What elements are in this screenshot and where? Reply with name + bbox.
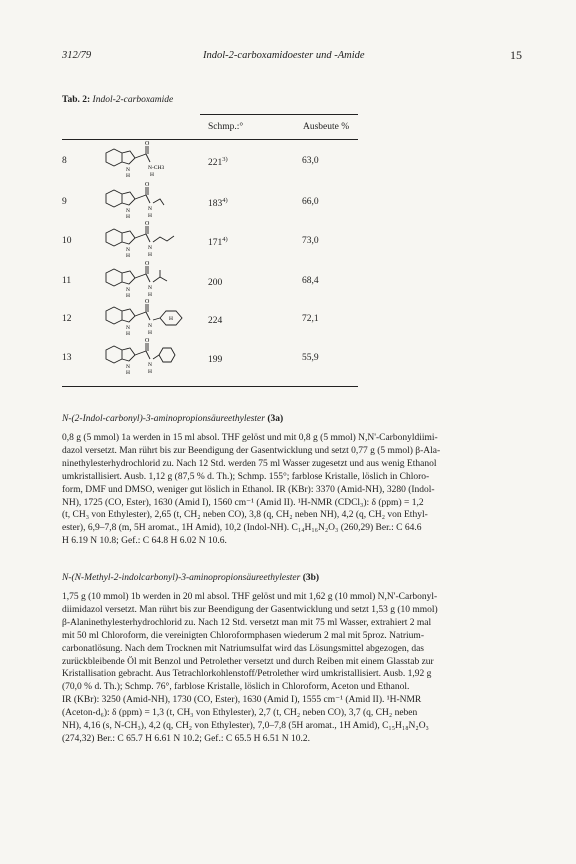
amide-hydrogen-label: H xyxy=(148,330,152,336)
oxygen-label: O xyxy=(145,182,150,188)
amide-nitrogen-label: N xyxy=(148,323,152,329)
oxygen-label: O xyxy=(145,338,150,344)
oxygen-label: O xyxy=(145,221,150,227)
structure-8 xyxy=(92,140,202,182)
structure-10 xyxy=(92,220,202,262)
text-line: umkristallisiert. Ausb. 1,12 g (87,5 % d. Th.); Schmp. 155°; farblose Kristalle, löslich in Chloro- xyxy=(62,471,430,482)
table-title: Indol-2-carboxamide xyxy=(92,95,174,105)
melting-point: 224 xyxy=(208,316,223,326)
text-line: IR (KBr): 3250 (Amid-NH), 1730 (CO, Ester), 1630 (Amid I), 1555 cm⁻¹ (Amid II). ¹H-NMR xyxy=(62,695,422,706)
text-line: 1,75 g (10 mmol) 1b werden in 20 ml absol. THF gelöst und mit 1,62 g (10 mmol) N,N'-Carbonyl- xyxy=(62,592,438,602)
structure-12 xyxy=(92,298,202,340)
table-bottom-rule xyxy=(62,386,358,387)
compound-number: 13 xyxy=(62,353,72,363)
journal-reference: 312/79 xyxy=(62,50,92,61)
compound-number: 10 xyxy=(62,236,72,246)
oxygen-label: O xyxy=(145,261,150,267)
amide-hydrogen-label: H xyxy=(148,369,152,375)
paragraph-3a xyxy=(62,432,518,548)
amide-nitrogen-label: N xyxy=(148,362,152,368)
text-line: diimidazol versetzt. Man rührt bis zur Beendigung der Gasentwicklung und setzt 1,53 g (10 mmol) xyxy=(62,604,438,615)
yield-value: 68,4 xyxy=(302,276,319,286)
yield-value: 63,0 xyxy=(302,156,319,166)
nitrogen-label: N xyxy=(126,325,130,331)
paragraph-3b xyxy=(62,591,518,746)
text-line: NH), 4,16 (s, N-CH₃), 4,2 (q, CH₂ von Ethylester), 7,0–7,8 (5H aromat., 1H Amid), C₁₅H₁₈N₂O₃ xyxy=(62,721,429,732)
hydrogen-label: H xyxy=(126,370,130,376)
text-line: (70,0 % d. Th.); Schmp. 76°, farblose Kristalle, löslich in Chloroform, Aceton und Ethanol. xyxy=(62,682,410,693)
melting-point: 221$^{3)}$ xyxy=(208,156,228,168)
hydrogen-label: H xyxy=(126,253,130,259)
nitrogen-label: N xyxy=(126,167,130,173)
amide-hydrogen-label: H xyxy=(148,292,152,298)
section-title-3a: N-(2-Indol-carbonyl)-3-aminopropionsäureethylester (3a) xyxy=(62,414,284,424)
structure-13 xyxy=(92,337,202,379)
text-line: zurückbleibende Öl mit Benzol und Petrolether versetzt und durch Reiben mit einem Glasstab zur xyxy=(62,656,434,667)
yield-value: 66,0 xyxy=(302,197,319,207)
amide-hydrogen-label: H xyxy=(148,252,152,258)
compound-number: 9 xyxy=(62,197,67,207)
nitrogen-label: N xyxy=(126,247,130,253)
hydrogen-label: H xyxy=(126,331,130,337)
amide-nitrogen-label: N xyxy=(148,206,152,212)
column-header-yield: Ausbeute % xyxy=(303,122,350,132)
nitrogen-label: N xyxy=(126,208,130,214)
oxygen-label: O xyxy=(145,141,150,147)
text-line: (274,32) Ber.: C 65.7 H 6.61 N 10.2; Gef.: C 65.5 H 6.51 N 10.2. xyxy=(62,733,311,744)
melting-point: 200 xyxy=(208,278,223,288)
text-line: β-Alaninethylesterhydrochlorid zu. Nach 12 Std. versetzt man mit 75 ml Wasser, extrahiert 2 mal xyxy=(62,617,432,628)
amide-hydrogen-label: H xyxy=(150,172,154,178)
melting-point: 183$^{4)}$ xyxy=(208,197,228,209)
structure-11 xyxy=(92,260,202,302)
text-line: ester), 6,9–7,8 (m, 5H aromat., 1H Amid), 10,2 (Indol-NH). C₁₄H₁₆N₂O₃ (260,29) Ber.: C 64.6 xyxy=(62,523,422,534)
yield-value: 73,0 xyxy=(302,236,319,246)
column-header-melting-point: Schmp.:° xyxy=(208,122,244,132)
amide-hydrogen-label: H xyxy=(148,213,152,219)
amide-nitrogen-label: N xyxy=(148,245,152,251)
text-line: Kristallisation gebracht. Aus Tetrachlorkohlenstoff/Petrolether wird umkristallisiert. Ausb. 1,92 g xyxy=(62,669,432,680)
table-top-rule xyxy=(200,114,358,115)
hydrogen-label: H xyxy=(126,293,130,299)
melting-point: 171$^{4)}$ xyxy=(208,236,228,248)
n-methyl-label: N-CH3 xyxy=(148,165,165,171)
nitrogen-label: N xyxy=(126,364,130,370)
text-line: dazol versetzt. Man rührt bis zur Beendigung der Gasentwicklung und setzt 0,77 g (5 mmol) β-Ala- xyxy=(62,445,441,456)
text-line: form, DMF und DMSO, weniger gut löslich in Ethanol. IR (KBr): 3370 (Amid-NH), 3280 (Indol- xyxy=(62,484,435,495)
amide-nitrogen-label: N xyxy=(148,285,152,291)
running-title: Indol-2-carboxamidoester und -Amide xyxy=(203,50,365,61)
structure-9 xyxy=(92,181,202,223)
text-line: carbonatlösung. Nach dem Trocknen mit Natriumsulfat wird das Lösungsmittel abgezogen, das xyxy=(62,643,424,654)
table-label: Tab. 2: xyxy=(62,95,91,105)
text-line: mit 50 ml Chloroform, die vereinigten Chloroformphasen wiederum 2 mal mit 5proz. Natrium- xyxy=(62,630,424,641)
oxygen-label: O xyxy=(145,299,150,305)
table-caption xyxy=(62,95,173,105)
section-title-3b: N-(N-Methyl-2-indolcarbonyl)-3-aminopropionsäureethylester (3b) xyxy=(62,573,320,583)
hydrogen-label: H xyxy=(126,214,130,220)
text-line: (Aceton-d₆): δ (ppm) = 1,3 (t, CH₃ von Ethylester), 2,7 (t, CH₂ neben CO), 3,7 (q, CH₂ neben xyxy=(62,708,418,719)
compound-number: 12 xyxy=(62,314,72,324)
nitrogen-label: N xyxy=(126,287,130,293)
hydrogen-label: H xyxy=(126,173,130,179)
text-line: (t, CH₃ von Ethylester), 2,65 (t, CH₂ neben CO), 3,8 (q, CH₂ neben NH), 4,2 (q, CH₂ von Ethyl- xyxy=(62,510,428,521)
text-line: NH), 1725 (CO, Ester), 1630 (Amid I), 1560 cm⁻¹ (Amid II). ¹H-NMR (CDCl₃): δ (ppm) = 1,2 xyxy=(62,497,424,508)
text-line: H 6.19 N 10.8; Gef.: C 64.8 H 6.02 N 10.6. xyxy=(62,536,227,547)
page-number: 15 xyxy=(510,48,522,62)
ring-hydrogen-label: H xyxy=(169,316,173,322)
text-line: 0,8 g (5 mmol) 1a werden in 15 ml absol. THF gelöst und mit 0,8 g (5 mmol) N,N'-Carbonyldiimi- xyxy=(62,433,438,443)
compound-number: 8 xyxy=(62,156,67,166)
yield-value: 72,1 xyxy=(302,314,319,324)
melting-point: 199 xyxy=(208,355,223,365)
text-line: ninethylesterhydrochlorid zu. Nach 12 Std. werden 75 ml Wasser zugesetzt und aus wenig Ethanol xyxy=(62,458,437,469)
yield-value: 55,9 xyxy=(302,353,319,363)
compound-number: 11 xyxy=(62,276,72,286)
